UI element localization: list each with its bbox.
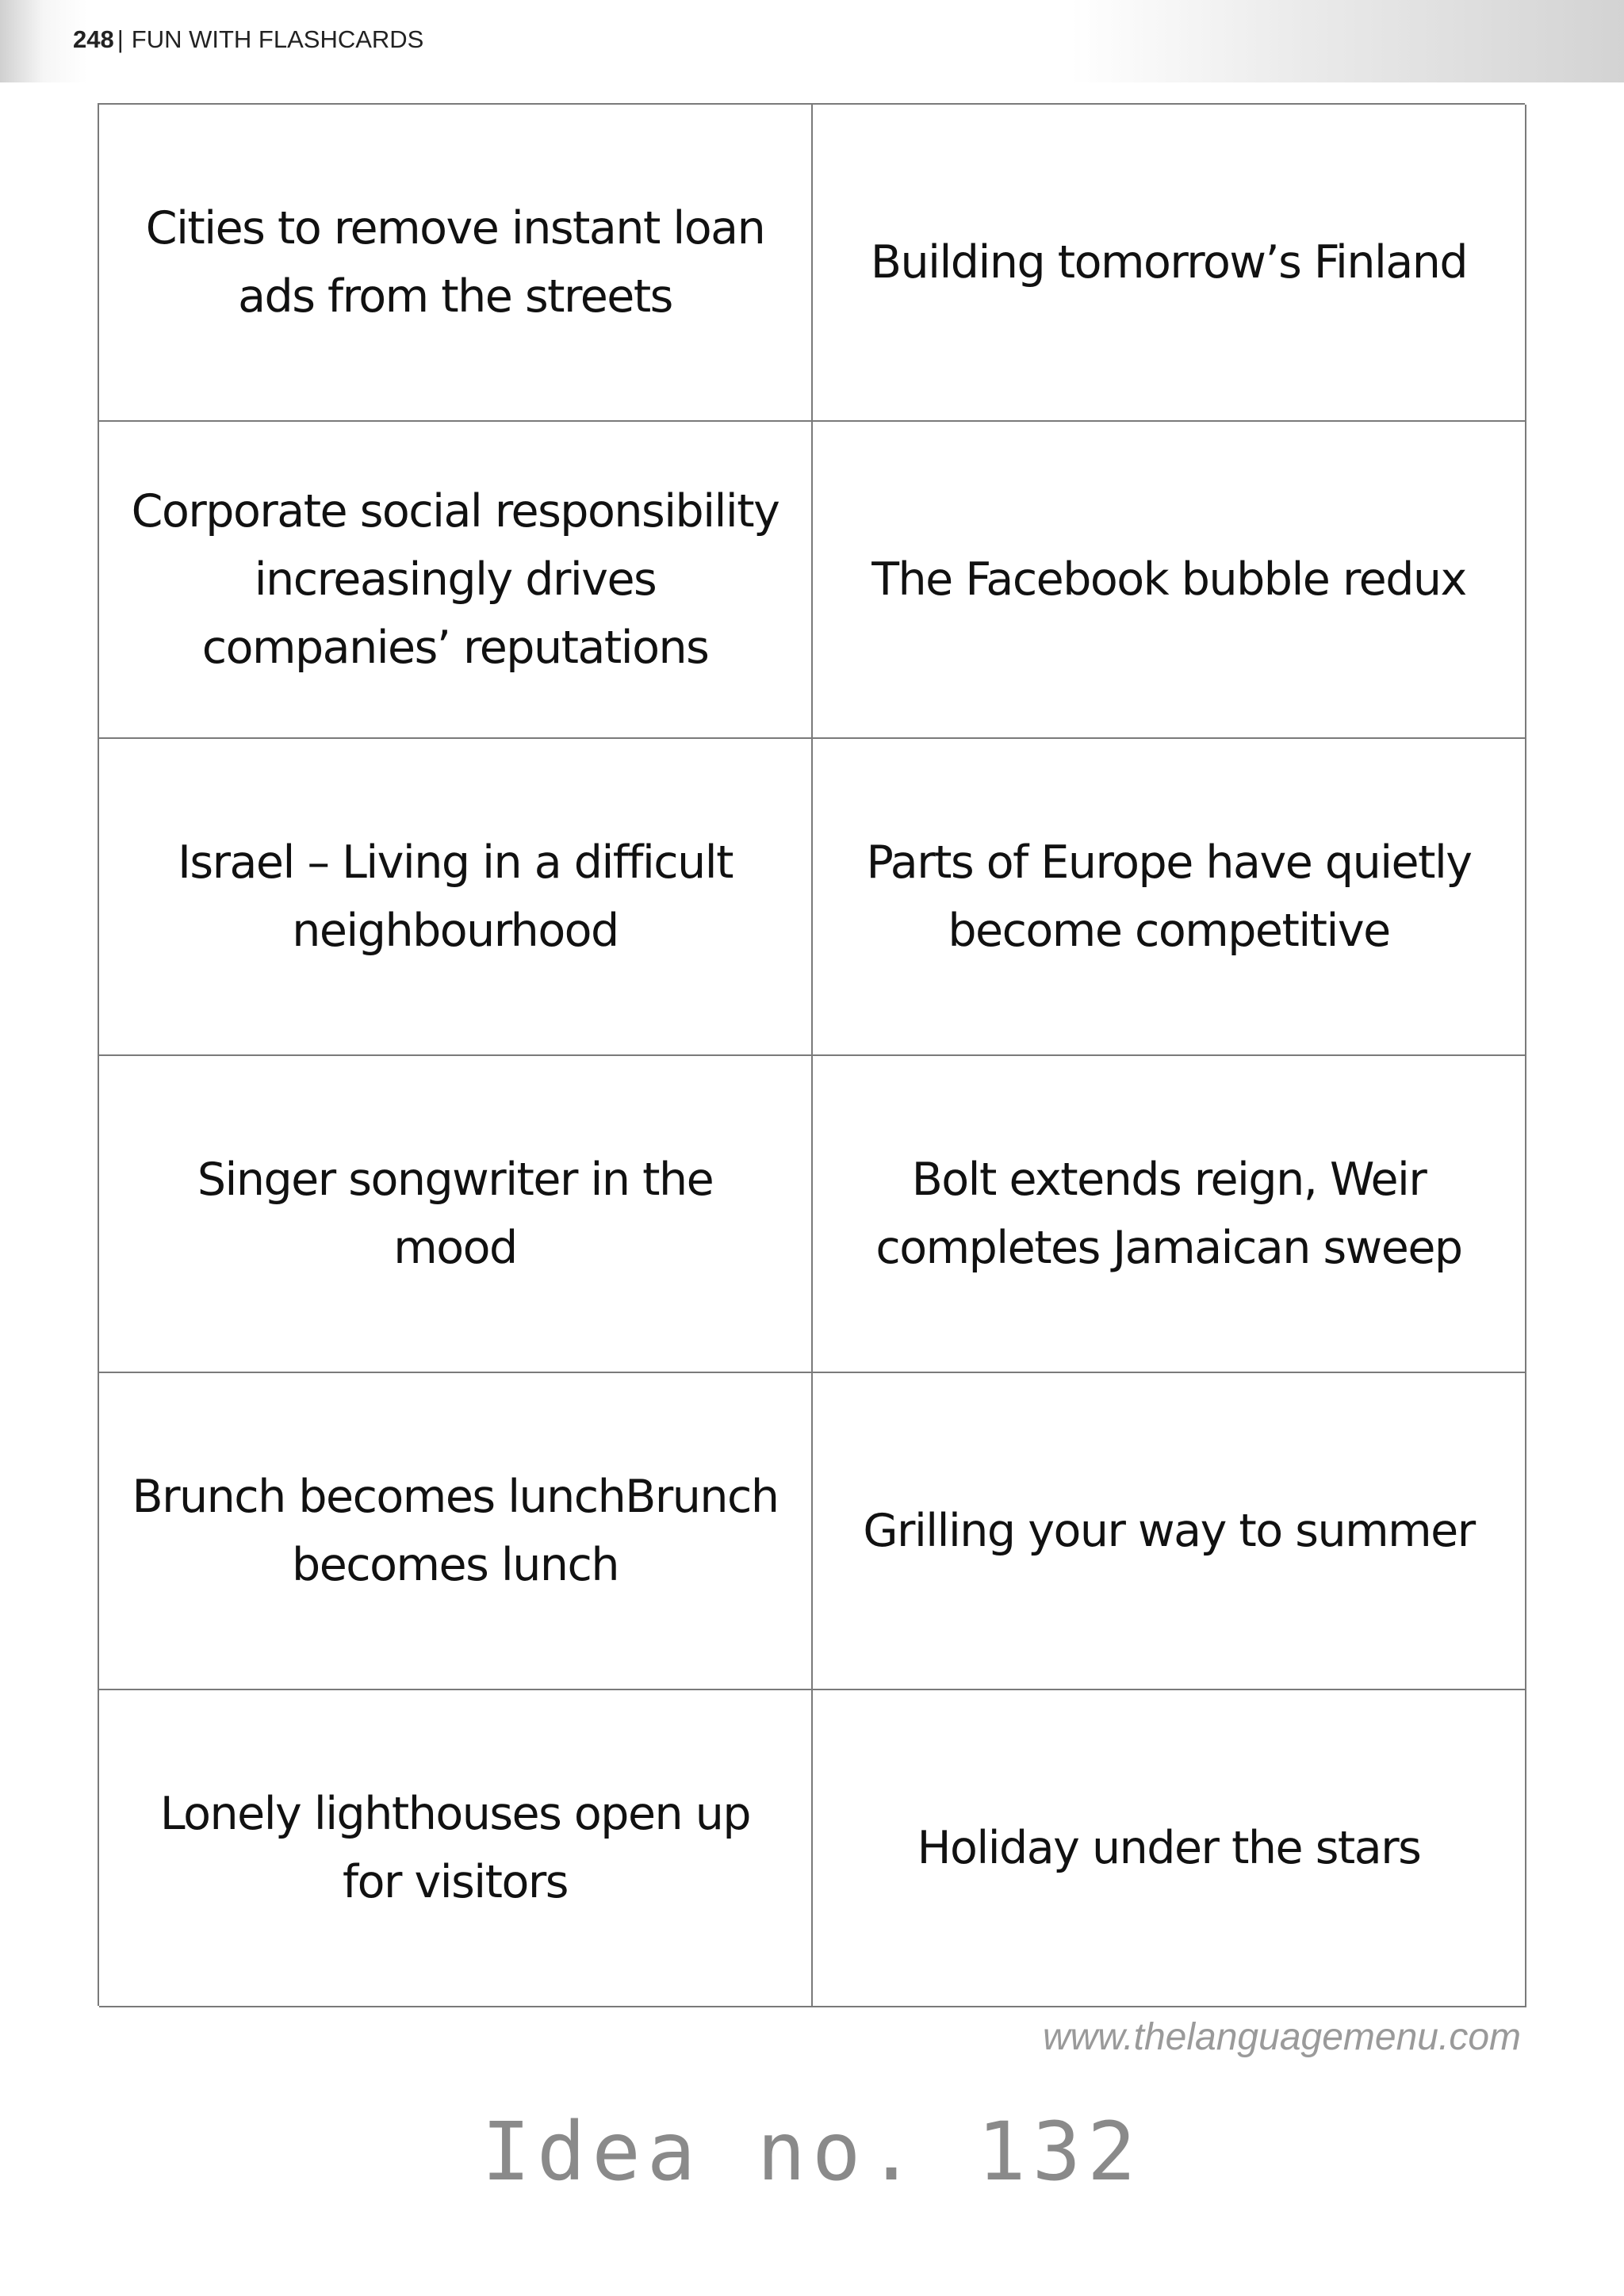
- flashcard: [99, 1056, 813, 1373]
- page-number: 248: [73, 25, 114, 53]
- flashcard-text: Holiday under the stars: [917, 1822, 1421, 1874]
- flashcard-text: Lonely lighthouses open up for visitors: [159, 1788, 751, 1908]
- flashcard: [813, 1690, 1526, 2007]
- flashcard: [99, 105, 813, 422]
- flashcard: [813, 105, 1526, 422]
- flashcard-text: Israel – Living in a difficult neighbourhood: [178, 836, 733, 957]
- flashcard-text: Bolt extends reign, Weir completes Jamaican sweep: [875, 1154, 1462, 1274]
- flashcard-text: Building tomorrow’s Finland: [870, 236, 1468, 289]
- flashcard-text: Brunch becomes lunchBrunch becomes lunch: [132, 1471, 779, 1591]
- flashcard-grid: [98, 103, 1525, 2006]
- flashcard: [99, 739, 813, 1056]
- flashcard-text: Parts of Europe have quietly become competitive: [866, 836, 1472, 957]
- flashcard-text: Corporate social responsibility increasingly drives companies’ reputations: [131, 485, 779, 674]
- header-title: FUN WITH FLASHCARDS: [131, 25, 424, 53]
- flashcard: [99, 422, 813, 739]
- idea-label: Idea no. 132: [481, 2105, 1143, 2199]
- flashcard-text: Grilling your way to summer: [863, 1505, 1475, 1557]
- flashcard: [813, 1056, 1526, 1373]
- flashcard: [813, 422, 1526, 739]
- running-header: [73, 24, 423, 55]
- flashcard: [813, 1373, 1526, 1690]
- flashcard-text: Cities to remove instant loan ads from the streets: [145, 202, 765, 323]
- flashcard: [99, 1690, 813, 2007]
- flashcard: [813, 739, 1526, 1056]
- flashcard: [99, 1373, 813, 1690]
- header-separator: |: [117, 25, 124, 53]
- website-url: www.thelanguagemenu.com: [1042, 2016, 1521, 2058]
- flashcard-text: Singer songwriter in the mood: [197, 1154, 714, 1274]
- flashcard-text: The Facebook bubble redux: [871, 553, 1466, 606]
